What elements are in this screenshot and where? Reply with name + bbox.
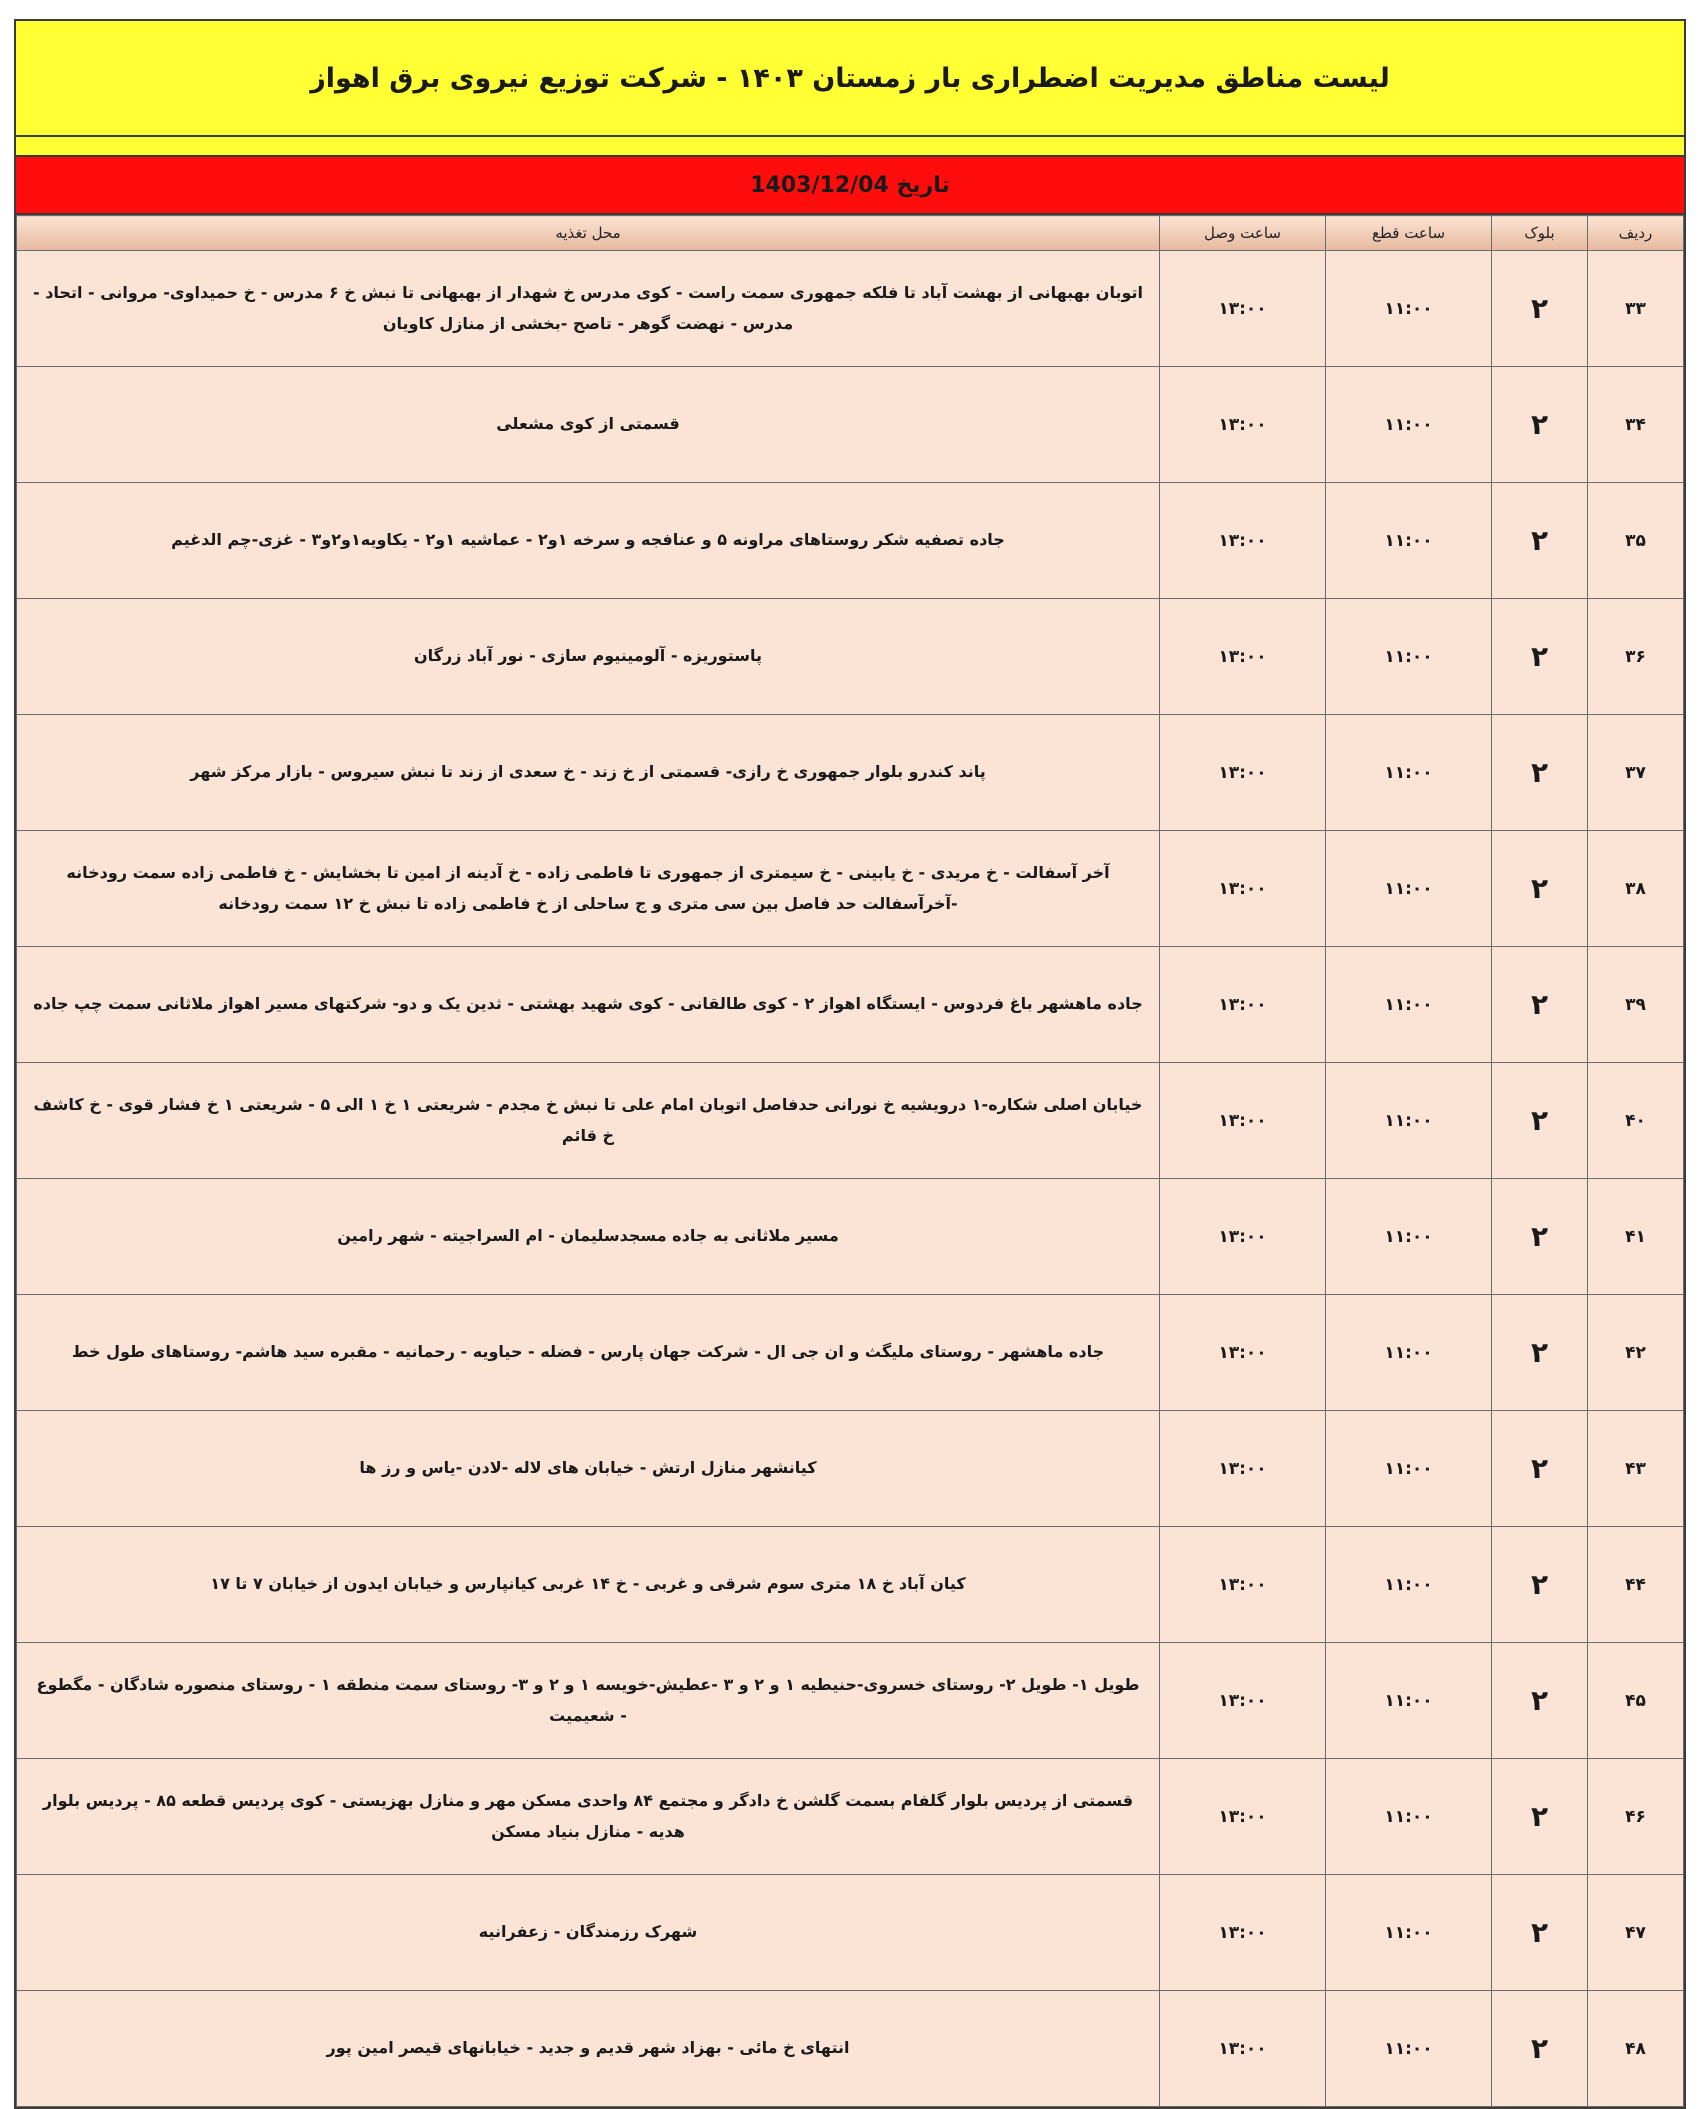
table-row [17,947,1684,1063]
row-number-cell: ۴۰ [1588,1063,1684,1179]
location-cell: آخر آسفالت - خ مریدی - خ یابینی - خ سیمتری از جمهوری تا فاطمی زاده - خ آدینه از امین تا بخشایش - خ فاطمی زاده سمت رودخانه -آخرآسفالت حد فاصل بین سی متری و ج ساحلی از خ فاطمی زاده تا نبش خ ۱۲ سمت رودخانه [17,831,1160,947]
row-number-cell: ۳۸ [1588,831,1684,947]
connect-time-cell: ۱۳:۰۰ [1160,1295,1326,1411]
block-cell: ۲ [1492,599,1588,715]
cut-time-cell: ۱۱:۰۰ [1326,1527,1492,1643]
cut-time-cell: ۱۱:۰۰ [1326,1179,1492,1295]
table-row [17,1179,1684,1295]
location-cell: قسمتی از کوی مشعلی [17,367,1160,483]
connect-time-cell: ۱۳:۰۰ [1160,947,1326,1063]
row-number-cell: ۳۳ [1588,251,1684,367]
block-cell: ۲ [1492,1411,1588,1527]
connect-time-cell: ۱۳:۰۰ [1160,1643,1326,1759]
block-cell: ۲ [1492,715,1588,831]
row-number-cell: ۴۱ [1588,1179,1684,1295]
connect-time-cell: ۱۳:۰۰ [1160,1875,1326,1991]
col-header-row-number: ردیف [1588,216,1684,251]
location-cell: کیان آباد خ ۱۸ متری سوم شرقی و غربی - خ ۱۴ غربی کیانپارس و خیابان ایدون از خیابان ۷ تا ۱۷ [17,1527,1160,1643]
title-band [16,21,1684,137]
table-row [17,1643,1684,1759]
table-row [17,831,1684,947]
table-row [17,1411,1684,1527]
connect-time-cell: ۱۳:۰۰ [1160,1991,1326,2107]
connect-time-cell: ۱۳:۰۰ [1160,251,1326,367]
location-cell: مسیر ملاثانی به جاده مسجدسلیمان - ام السراجیته - شهر رامین [17,1179,1160,1295]
cut-time-cell: ۱۱:۰۰ [1326,1643,1492,1759]
table-row [17,1759,1684,1875]
block-cell: ۲ [1492,1295,1588,1411]
table-row [17,1875,1684,1991]
connect-time-cell: ۱۳:۰۰ [1160,1179,1326,1295]
table-header-row [17,216,1684,251]
table-row [17,1063,1684,1179]
block-cell: ۲ [1492,251,1588,367]
row-number-cell: ۳۷ [1588,715,1684,831]
cut-time-cell: ۱۱:۰۰ [1326,367,1492,483]
location-cell: طویل ۱- طویل ۲- روستای خسروی-حنیطیه ۱ و ۲ و ۳ -عطیش-خویسه ۱ و ۲ و ۳- روستای سمت منطقه ۱ - روستای منصوره شادگان - مگطوع - شعیمیت [17,1643,1160,1759]
title-spacer [16,137,1684,155]
location-cell: شهرک رزمندگان - زعفرانیه [17,1875,1160,1991]
location-cell: خیابان اصلی شکاره-۱ درویشیه خ نورانی حدفاصل اتوبان امام علی تا نبش خ مجدم - شریعتی ۱ خ ۱ الی ۵ - شریعتی ۱ خ فشار قوی - خ کاشف خ قائم [17,1063,1160,1179]
location-cell: پاند کندرو بلوار جمهوری خ رازی- قسمتی از خ زند - خ سعدی از زند تا نبش سیروس - بازار مرکز شهر [17,715,1160,831]
cut-time-cell: ۱۱:۰۰ [1326,1875,1492,1991]
page-title: لیست مناطق مدیریت اضطراری بار زمستان ۱۴۰۳ - شرکت توزیع نیروی برق اهواز [310,62,1390,94]
block-cell: ۲ [1492,1643,1588,1759]
block-cell: ۲ [1492,1179,1588,1295]
cut-time-cell: ۱۱:۰۰ [1326,1063,1492,1179]
block-cell: ۲ [1492,947,1588,1063]
row-number-cell: ۴۸ [1588,1991,1684,2107]
block-cell: ۲ [1492,1991,1588,2107]
row-number-cell: ۳۵ [1588,483,1684,599]
location-cell: کیانشهر منازل ارتش - خیابان های لاله -لادن -یاس و رز ها [17,1411,1160,1527]
row-number-cell: ۴۴ [1588,1527,1684,1643]
table-row [17,1527,1684,1643]
row-number-cell: ۳۶ [1588,599,1684,715]
cut-time-cell: ۱۱:۰۰ [1326,1991,1492,2107]
row-number-cell: ۳۴ [1588,367,1684,483]
location-cell: جاده ماهشهر - روستای ملیگث و ان جی ال - شرکت جهان پارس - فضله - حیاویه - رحمانیه - مقبره سید هاشم- روستاهای طول خط [17,1295,1160,1411]
cut-time-cell: ۱۱:۰۰ [1326,715,1492,831]
cut-time-cell: ۱۱:۰۰ [1326,251,1492,367]
connect-time-cell: ۱۳:۰۰ [1160,1411,1326,1527]
outage-table [16,215,1684,2107]
block-cell: ۲ [1492,483,1588,599]
table-row [17,483,1684,599]
block-cell: ۲ [1492,367,1588,483]
location-cell: انتهای خ مائی - بهزاد شهر قدیم و جدید - خیابانهای قیصر امین پور [17,1991,1160,2107]
connect-time-cell: ۱۳:۰۰ [1160,483,1326,599]
row-number-cell: ۴۲ [1588,1295,1684,1411]
connect-time-cell: ۱۳:۰۰ [1160,1063,1326,1179]
location-cell: جاده تصفیه شکر روستاهای مراونه ۵ و عنافجه و سرخه ۱و۲ - عماشیه ۱و۲ - یکاویه۱و۲و۳ - غزی-چم الدغیم [17,483,1160,599]
schedule-sheet [14,19,1686,2109]
cut-time-cell: ۱۱:۰۰ [1326,1295,1492,1411]
connect-time-cell: ۱۳:۰۰ [1160,367,1326,483]
block-cell: ۲ [1492,1759,1588,1875]
col-header-location: محل تغذیه [17,216,1160,251]
connect-time-cell: ۱۳:۰۰ [1160,1759,1326,1875]
col-header-cut-time: ساعت قطع [1326,216,1492,251]
date-band [16,155,1684,215]
location-cell: اتوبان بهبهانی از بهشت آباد تا فلکه جمهوری سمت راست - کوی مدرس خ شهدار از بهبهانی تا نبش خ ۶ مدرس - خ حمیداوی- مروانی - اتحاد - مدرس - نهضت گوهر - تاصح -بخشی از منازل کاویان [17,251,1160,367]
cut-time-cell: ۱۱:۰۰ [1326,831,1492,947]
row-number-cell: ۳۹ [1588,947,1684,1063]
block-cell: ۲ [1492,1875,1588,1991]
cut-time-cell: ۱۱:۰۰ [1326,599,1492,715]
table-row [17,715,1684,831]
cut-time-cell: ۱۱:۰۰ [1326,483,1492,599]
date-label: تاریخ 1403/12/04 [750,172,950,198]
cut-time-cell: ۱۱:۰۰ [1326,1411,1492,1527]
block-cell: ۲ [1492,1527,1588,1643]
block-cell: ۲ [1492,1063,1588,1179]
row-number-cell: ۴۷ [1588,1875,1684,1991]
table-row [17,251,1684,367]
connect-time-cell: ۱۳:۰۰ [1160,1527,1326,1643]
connect-time-cell: ۱۳:۰۰ [1160,599,1326,715]
col-header-block: بلوک [1492,216,1588,251]
location-cell: پاستوریزه - آلومینیوم سازی - نور آباد زرگان [17,599,1160,715]
location-cell: جاده ماهشهر باغ فردوس - ایستگاه اهواز ۲ - کوی طالقانی - کوی شهید بهشتی - ثدین یک و دو- شرکتهای مسیر اهواز ملاثانی سمت چپ جاده [17,947,1160,1063]
row-number-cell: ۴۳ [1588,1411,1684,1527]
location-cell: قسمتی از پردیس بلوار گلفام بسمت گلشن خ دادگر و مجتمع ۸۴ واحدی مسکن مهر و منازل بهزیستی - کوی پردیس قطعه ۸۵ - پردیس بلوار هدیه - منازل بنیاد مسکن [17,1759,1160,1875]
connect-time-cell: ۱۳:۰۰ [1160,715,1326,831]
block-cell: ۲ [1492,831,1588,947]
connect-time-cell: ۱۳:۰۰ [1160,831,1326,947]
table-row [17,599,1684,715]
table-body [17,251,1684,2107]
col-header-connect-time: ساعت وصل [1160,216,1326,251]
row-number-cell: ۴۵ [1588,1643,1684,1759]
cut-time-cell: ۱۱:۰۰ [1326,947,1492,1063]
row-number-cell: ۴۶ [1588,1759,1684,1875]
table-row [17,1295,1684,1411]
table-row [17,1991,1684,2107]
table-row [17,367,1684,483]
cut-time-cell: ۱۱:۰۰ [1326,1759,1492,1875]
